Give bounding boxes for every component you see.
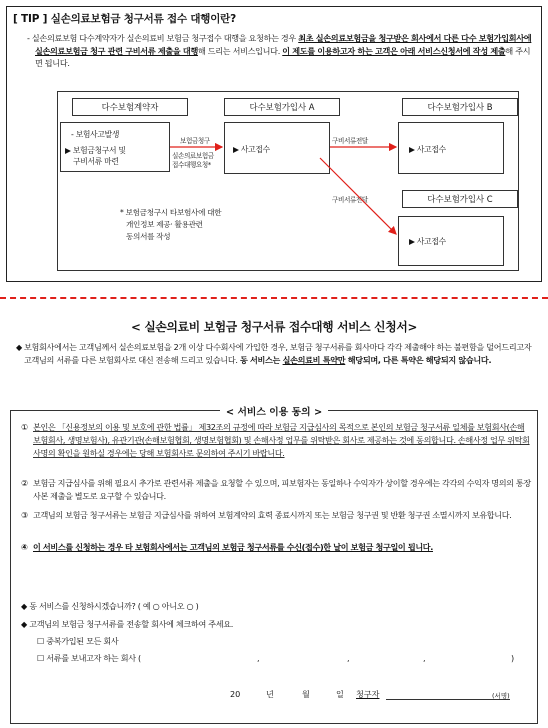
intro-text-2: 동 서비스는 — [239, 355, 283, 365]
insurer-b-header: 다수보험가입사 B — [402, 98, 518, 116]
docs-transfer-label-b: 구비서류전달 — [332, 137, 368, 145]
sign-day-label: 일 — [336, 689, 344, 699]
arrow1-top-label: 보험금청구 — [180, 137, 210, 145]
consent-item-2 — [21, 477, 531, 503]
cut-line — [0, 297, 548, 299]
specific-companies-checkbox[interactable]: ☐ 서류를 보내고자 하는 회사 ( — [37, 653, 141, 663]
consent-note-line1: * 보험금청구시 타보험사에 대한 — [120, 208, 222, 217]
all-companies-checkbox[interactable]: ☐ 중복가입된 모든 회사 — [37, 636, 119, 646]
apply-question[interactable]: ◆ 동 서비스를 신청하시겠습니까? ( 예 ○ 아니오 ○ ) — [21, 601, 199, 611]
arrow1-bottom-label-1: 실손의료보험금 — [172, 152, 214, 160]
tip-title: [ TIP ] 실손의료보험금 청구서류 접수 대행이란? — [13, 13, 237, 25]
consent-item-text: 보험금 지급심사를 위해 필요시 추가로 관련서류 제출을 요청할 수 있으며, 피보험자는 동일하나 수익자가 상이할 경우에는 각각의 수익자 명의의 통장사본 제출을 별도로 요구할 수 있습니다. — [33, 478, 531, 501]
contractor-item-3: 구비서류 마련 — [73, 157, 119, 166]
company-separator-1: , — [257, 653, 260, 663]
sign-year: 20 — [230, 689, 241, 699]
contractor-item-1: - 보험사고발생 — [71, 130, 120, 139]
insurer-a-item: ▶ 사고접수 — [233, 145, 270, 154]
arrow1-bottom-label-2: 접수대행요청* — [172, 161, 211, 169]
company-list-close: ) — [511, 653, 514, 663]
consent-item-number: ② — [21, 478, 28, 488]
tip-desc-part5: 해 주시면 됩니다. — [35, 45, 531, 68]
flow-diagram — [57, 91, 519, 271]
tip-desc-part1: 실손의료보험 다수계약자가 실손의료비 보험금 청구접수 대행을 요청하는 경우 — [31, 33, 299, 43]
sign-month-label: 월 — [302, 689, 310, 699]
application-intro — [16, 341, 540, 367]
consent-item-number: ③ — [21, 510, 28, 520]
application-title: < 실손의료비 보험금 청구서류 접수대행 서비스 신청서> — [130, 320, 418, 334]
consent-item-text: 이 서비스를 신청하는 경우 타 보험회사에서는 고객님의 보험금 청구서류를 수신(접수)한 날이 보험금 청구일이 됩니다. — [33, 542, 433, 552]
consent-title-wrap — [11, 404, 537, 418]
flow-arrows — [58, 92, 520, 272]
consent-item-1 — [21, 421, 531, 459]
consent-note-line2: 개인정보 제공· 활용관련 — [126, 220, 203, 229]
consent-item-text: 고객님의 보험금 청구서류는 보험금 지급심사를 위하여 보험계약의 효력 종료시까지 또는 보험금 청구권 및 반환 청구권 소멸시까지 보유합니다. — [33, 510, 512, 520]
arrow-to-c — [320, 158, 396, 234]
insurer-c-header: 다수보험가입사 C — [402, 190, 518, 208]
company-select-question: ◆ 고객님의 보험금 청구서류를 전송할 회사에 체크하여 주세요. — [21, 619, 234, 629]
consent-item-4 — [21, 541, 531, 554]
tip-desc-part3: 해 드리는 서비스입니다. — [197, 45, 283, 56]
tip-desc-emphasis: 최초 실손의료보험금을 청구받은 회사에서 다른 다수 보험가입회사에 실손의료보험금 청구 관련 구비서류 제출을 대행 — [35, 33, 532, 56]
contractor-header: 다수보험계약자 — [72, 98, 188, 116]
consent-title: < 서비스 이용 동의 > — [220, 407, 328, 418]
intro-text-3: 실손의료비 특약만 — [282, 355, 346, 365]
consent-note-line3: 동의서를 작성 — [126, 232, 171, 241]
intro-text-4: 해당되며, 다른 특약은 해당되지 않습니다. — [345, 355, 492, 365]
company-separator-3: , — [423, 653, 426, 663]
signature-seal: (서명) — [492, 692, 510, 700]
tip-box — [6, 6, 542, 282]
insurer-b-item: ▶ 사고접수 — [409, 145, 446, 154]
consent-item-number: ④ — [21, 542, 28, 552]
insurer-c-item: ▶ 사고접수 — [409, 237, 446, 246]
sign-year-label: 년 — [266, 689, 274, 699]
contractor-item-2: ▶ 보험금청구서 및 — [65, 146, 126, 155]
claimant-label: 청구자 — [356, 689, 380, 699]
company-separator-2: , — [347, 653, 350, 663]
diamond-bullet-icon: ◆ — [16, 342, 22, 352]
tip-desc-emphasis2: 이 제도를 이용하고자 하는 고객은 아래 서비스신청서에 작성 제출 — [282, 45, 506, 56]
consent-item-3 — [21, 509, 531, 522]
consent-item-number: ① — [21, 422, 28, 432]
tip-description: - 실손의료보험 다수계약자가 실손의료비 보험금 청구접수 대행을 요청하는 경우 최초 실손의료보험금을 청구받은 회사에서 다른 다수 보험가입회사에 실손의료보험금 청구 관련 구비서류 제출을 대행해 드리는 서비스입니다. 이 제도를 이용하고자 하는 고객은 아래 서비스신청서에 작성 제출해 주시면 됩니다. — [27, 33, 532, 68]
consent-item-text: 본인은 「신용정보의 이용 및 보호에 관한 법률」 제32조의 규정에 따라 보험금 지급심사의 목적으로 본인의 보험금 청구서류 일체를 보험회사(손해보험회사, 생명보험사), 유관기관(손해보험협회, 생명보험협회) 및 손해사정 업무를 위탁받은 회사로 제공하는 것에 동의합니다. 손해사정 업무 위탁회사명의 확인을 원하실 경우에는 당해 보험회사로 문의하여 주시기 바랍니다. — [33, 422, 530, 458]
insurer-a-header: 다수보험가입사 A — [224, 98, 340, 116]
intro-text-1: 보험회사에서는 고객님께서 실손의료보험을 2개 이상 다수회사에 가입한 경우, 보험금 청구서류를 회사마다 각각 제출해야 하는 불편함을 덜어드리고자 고객님의 서류를 다른 보험회사로 대신 전송해 드리고 있습니다. — [24, 342, 532, 365]
consent-section — [10, 407, 538, 724]
docs-transfer-label-c: 구비서류전달 — [332, 196, 368, 204]
